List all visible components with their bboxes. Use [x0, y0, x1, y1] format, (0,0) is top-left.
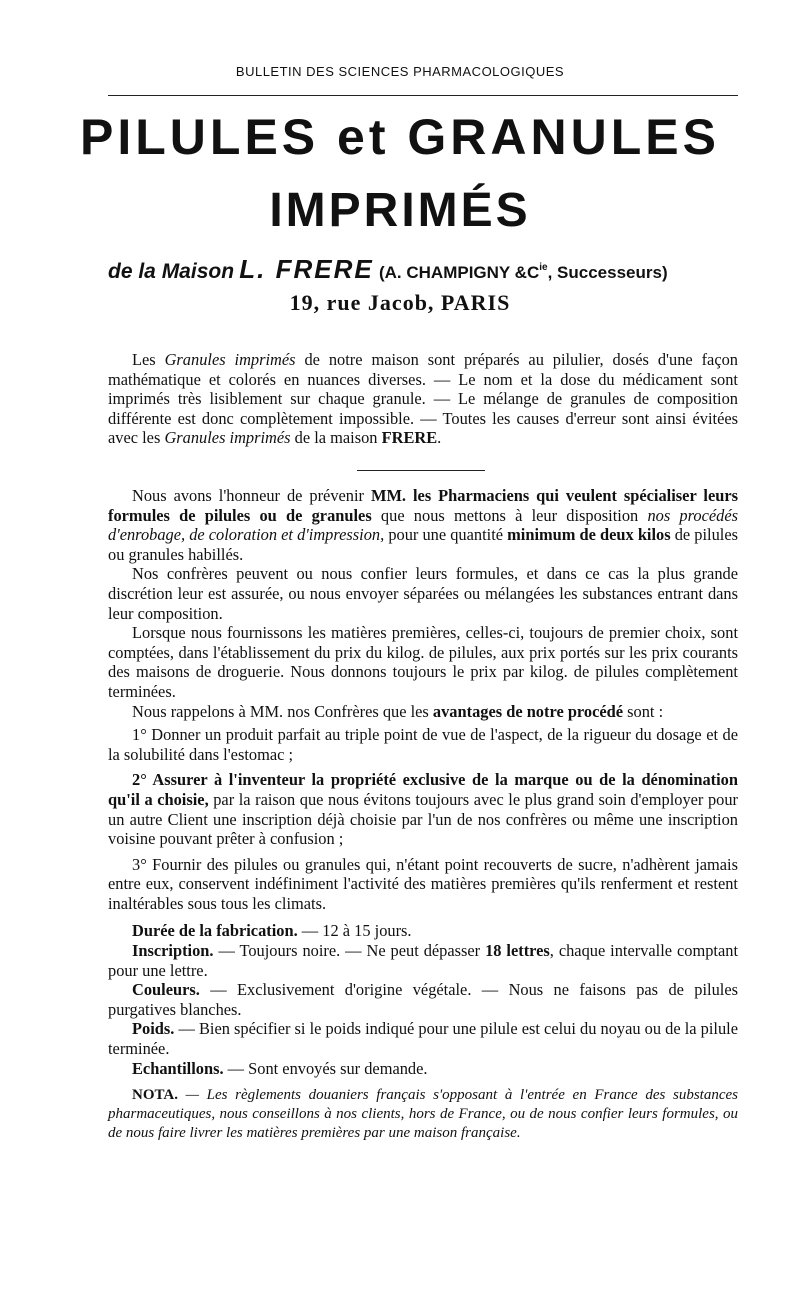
intro-italic-1: Granules imprimés	[164, 350, 296, 369]
paragraph-1: Nous avons l'honneur de prévenir MM. les Pharmaciens qui veulent spécialiser leurs formules de pilules ou de granules que nous mettons à leur disposition nos procédés d'enrobage, de coloration et d'impression, pour une quantité minimum de deux kilos de pilules ou granules habillés.	[108, 486, 738, 564]
paragraph-3: Lorsque nous fournissons les matières premières, celles-ci, toujours de premier choix, sont comptées, dans l'établissement du prix du kilog. de pilules, aux prix portés sur les prix courants des maisons de droguerie. Nous donnons toujours le prix par kilog. de pilules complètement terminées.	[108, 623, 738, 701]
section-rule	[357, 470, 485, 471]
body-section	[108, 486, 738, 1143]
spec-echantillons: Echantillons. — Sont envoyés sur demande.	[132, 1058, 428, 1078]
address: 19, rue Jacob, PARIS	[289, 290, 511, 315]
spec-couleurs: Couleurs. — Exclusivement d'origine végétale. — Nous ne faisons pas de pilules purgatives blanches.	[108, 980, 738, 1019]
intro-text-1: Les	[132, 350, 165, 369]
intro-paragraph	[108, 350, 738, 448]
title-line-1: PILULES et GRANULES	[80, 109, 720, 165]
title-line-2: IMPRIMÉS	[269, 184, 531, 237]
running-head: BULLETIN DES SCIENCES PHARMACOLOGIQUES	[235, 64, 565, 79]
nota-note: NOTA. — Les règlements douaniers français s'opposant à l'entrée en France des substances pharmaceutiques, nous conseillons à nos clients, hors de France, ou de nous confier leurs formules, ou de nous faire livrer les matières premières par une maison française.	[108, 1087, 738, 1142]
intro-italic-2: Granules imprimés	[164, 428, 291, 448]
maison-cie-sup: ie	[539, 262, 548, 273]
maison-prefix: de la Maison	[108, 260, 235, 283]
paragraph-4: Nous rappelons à MM. nos Confrères que les avantages de notre procédé sont :	[132, 701, 664, 721]
spec-poids: Poids. — Bien spécifier si le poids indiqué pour une pilule est celui du noyau ou de la pilule terminée.	[108, 1019, 738, 1059]
intro-text-3: de la maison	[290, 428, 382, 448]
maison-line	[108, 254, 738, 285]
maison-name: L. FRERE	[239, 254, 374, 284]
maison-paren: (A. CHAMPIGNY &	[378, 263, 527, 282]
maison-cie: C	[526, 263, 540, 282]
item-2: 2° Assurer à l'inventeur la propriété exclusive de la marque ou de la dénomination qu'il a choisie, par la raison que nous évitons toujours avec le plus grand soin d'employer pour un autre Client une inscription déjà choisie par l'un de nos confrères ou même une inscription voisine pouvant prêter à confusion ;	[108, 770, 738, 849]
header-rule	[108, 95, 738, 96]
intro-text-4: .	[437, 428, 442, 448]
maison-successeurs: , Successeurs)	[547, 263, 668, 282]
spec-duree: Durée de la fabrication. — 12 à 15 jours.	[132, 921, 412, 941]
spec-inscription: Inscription. — Toujours noire. — Ne peut dépasser 18 lettres, chaque intervalle comptant pour une lettre.	[108, 941, 738, 980]
paragraph-2: Nos confrères peuvent ou nous confier leurs formules, et dans ce cas la plus grande discrétion leur est assurée, ou nous envoyer séparées ou mélangées les substances entrant dans leur composition.	[108, 564, 738, 623]
item-1: 1° Donner un produit parfait au triple point de vue de l'aspect, de la rigueur du dosage et de la solubilité dans l'estomac ;	[108, 725, 738, 764]
item-3: 3° Fournir des pilules ou granules qui, n'étant point recouverts de sucre, n'adhèrent jamais entre eux, conservent indéfiniment l'activité des matières premières qu'ils renferment et restent inaltérables sous tous les climats.	[108, 854, 738, 913]
intro-bold-frere: FRERE	[381, 428, 438, 448]
intro-text-2: de notre maison sont préparés au pilulier, dosés d'une façon mathématique et colorés en nuances diverses. — Le nom et la dose du médicament sont imprimés très lisiblement sur chaque granule. — Le mélange de granules de composition différente est donc complètement impossible. — Toutes les causes d'erreur sont ainsi évitées avec les	[108, 350, 738, 448]
